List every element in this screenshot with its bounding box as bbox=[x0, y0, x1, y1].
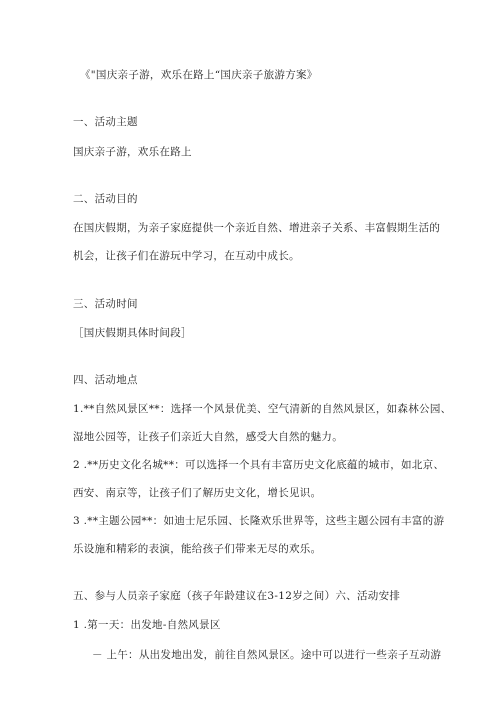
section-heading: 五、参与人员亲子家庭（孩子年龄建议在3-12岁之间）六、活动安排 bbox=[73, 590, 401, 602]
section-heading: 二、活动目的 bbox=[73, 193, 138, 205]
paragraph-line: ［国庆假期具体时间段］ bbox=[73, 327, 192, 339]
list-item-line: 乐设施和精彩的表演，能给孩子们带来无尽的欢乐。 bbox=[73, 543, 322, 555]
list-item-line: 1 .第一天：出发地-自然风景区 bbox=[73, 619, 221, 631]
section-heading: 三、活动时间 bbox=[73, 298, 138, 310]
list-item-line: 3 .**主题公园**：如迪士尼乐园、长隆欢乐世界等，这些主题公园有丰富的游 bbox=[73, 515, 445, 527]
list-item-line: 湿地公园等，让孩子们亲近大自然，感受大自然的魅力。 bbox=[73, 431, 343, 443]
paragraph-line: 国庆亲子游，欢乐在路上 bbox=[73, 146, 192, 158]
section-heading: 四、活动地点 bbox=[73, 374, 138, 386]
list-item-line: 1.**自然风景区**：选择一个风景优美、空气清新的自然风景区，如森林公园、 bbox=[73, 403, 452, 415]
paragraph-line: 机会，让孩子们在游玩中学习，在互动中成长。 bbox=[73, 250, 300, 262]
paragraph-line: 在国庆假期，为亲子家庭提供一个亲近自然、增进亲子关系、丰富假期生活的 bbox=[73, 222, 441, 234]
list-item-line: － 上午：从出发地出发，前往自然风景区。途中可以进行一些亲子互动游 bbox=[92, 649, 442, 661]
list-item-line: 2 .**历史文化名城**：可以选择一个具有丰富历史文化底蕴的城市，如北京、 bbox=[73, 459, 445, 471]
list-item-line: 西安、南京等，让孩子们了解历史文化，增长见识。 bbox=[73, 487, 322, 499]
document-title: 《"国庆亲子游，欢乐在路上“国庆亲子旅游方案》 bbox=[80, 69, 318, 81]
section-heading: 一、活动主题 bbox=[73, 116, 138, 128]
